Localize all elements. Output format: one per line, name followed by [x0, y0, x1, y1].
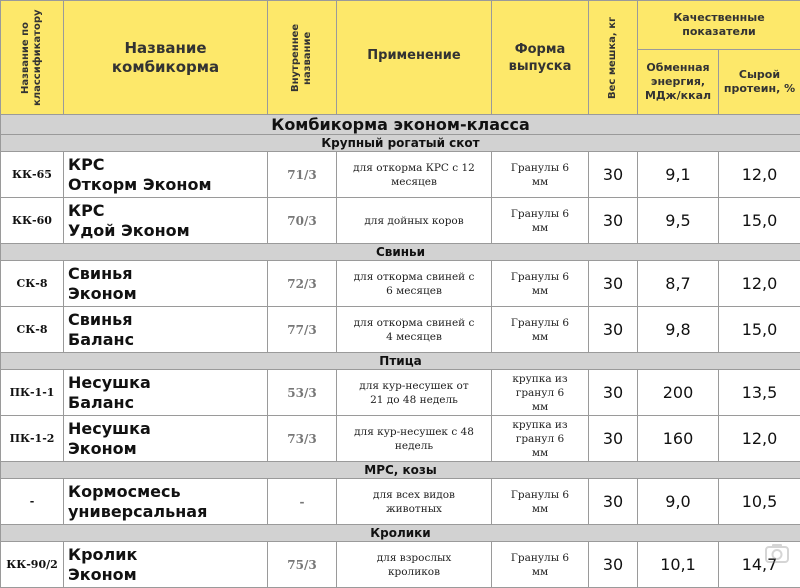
product-name-line1: Кролик [68, 545, 267, 565]
usage-text: для взрослых кроликов [337, 542, 492, 588]
section-title: Свиньи [1, 244, 800, 261]
camera-icon [764, 540, 790, 566]
crude-protein: 14,7 [719, 542, 800, 588]
header-name: Название комбикорма [64, 1, 268, 115]
usage-text: для откорма КРС с 12 месяцев [337, 152, 492, 198]
release-form: Гранулы 6 мм [492, 542, 589, 588]
usage-text: для кур-несушек с 48 недель [337, 416, 492, 462]
inner-name: 75/3 [268, 542, 337, 588]
product-name [64, 198, 268, 244]
usage-text: для дойных коров [337, 198, 492, 244]
header-energy: Обменная энергия, МДж/ккал [638, 50, 719, 115]
section-row [1, 244, 800, 261]
table-row [1, 261, 800, 307]
inner-name: 71/3 [268, 152, 337, 198]
product-code: - [1, 479, 64, 525]
inner-name: 72/3 [268, 261, 337, 307]
class-title: Комбикорма эконом-класса [1, 115, 800, 135]
section-title: Крупный рогатый скот [1, 135, 800, 152]
product-name-line2: Удой Эконом [68, 221, 267, 241]
product-name [64, 370, 268, 416]
table-row [1, 542, 800, 588]
product-code: ПК-1-2 [1, 416, 64, 462]
product-name-line1: Несушка [68, 419, 267, 439]
product-name-line2: Баланс [68, 393, 267, 413]
section-row [1, 135, 800, 152]
header-use: Применение [337, 1, 492, 115]
metabolic-energy: 9,5 [638, 198, 719, 244]
product-name-line1: Несушка [68, 373, 267, 393]
product-code: ПК-1-1 [1, 370, 64, 416]
metabolic-energy: 200 [638, 370, 719, 416]
product-code: СК-8 [1, 261, 64, 307]
bag-weight: 30 [589, 307, 638, 353]
header-code: Название по классификатору [1, 1, 64, 115]
bag-weight: 30 [589, 370, 638, 416]
product-name [64, 542, 268, 588]
section-row [1, 353, 800, 370]
usage-text: для откорма свиней с 6 месяцев [337, 261, 492, 307]
product-name [64, 307, 268, 353]
inner-name: 77/3 [268, 307, 337, 353]
crude-protein: 15,0 [719, 307, 800, 353]
section-row [1, 525, 800, 542]
product-code: КК-90/2 [1, 542, 64, 588]
table-row [1, 370, 800, 416]
header-weight: Вес мешка, кг [589, 1, 638, 115]
metabolic-energy: 8,7 [638, 261, 719, 307]
crude-protein: 10,5 [719, 479, 800, 525]
product-name-line2: Баланс [68, 330, 267, 350]
section-title: Птица [1, 353, 800, 370]
crude-protein: 15,0 [719, 198, 800, 244]
product-name [64, 479, 268, 525]
crude-protein: 12,0 [719, 261, 800, 307]
inner-name: - [268, 479, 337, 525]
crude-protein: 12,0 [719, 152, 800, 198]
product-name-line1: Свинья [68, 264, 267, 284]
product-code: КК-60 [1, 198, 64, 244]
bag-weight: 30 [589, 198, 638, 244]
bag-weight: 30 [589, 152, 638, 198]
product-name-line2: универсальная [68, 502, 267, 522]
product-name-line2: Эконом [68, 565, 267, 585]
metabolic-energy: 10,1 [638, 542, 719, 588]
table-row [1, 152, 800, 198]
inner-name: 70/3 [268, 198, 337, 244]
metabolic-energy: 9,8 [638, 307, 719, 353]
section-title: МРС, козы [1, 462, 800, 479]
inner-name: 53/3 [268, 370, 337, 416]
header-protein: Сырой протеин, % [719, 50, 800, 115]
section-row [1, 462, 800, 479]
release-form: Гранулы 6 мм [492, 198, 589, 244]
product-code: СК-8 [1, 307, 64, 353]
bag-weight: 30 [589, 479, 638, 525]
product-name-line2: Эконом [68, 284, 267, 304]
metabolic-energy: 9,1 [638, 152, 719, 198]
product-code: КК-65 [1, 152, 64, 198]
header-inner: Внутреннее название [268, 1, 337, 115]
product-name-line2: Эконом [68, 439, 267, 459]
table-row [1, 416, 800, 462]
product-name [64, 152, 268, 198]
usage-text: для всех видов животных [337, 479, 492, 525]
product-name-line1: КРС [68, 155, 267, 175]
section-title: Кролики [1, 525, 800, 542]
metabolic-energy: 160 [638, 416, 719, 462]
release-form: крупка из гранул 6 мм [492, 416, 589, 462]
table-row [1, 307, 800, 353]
release-form: Гранулы 6 мм [492, 307, 589, 353]
usage-text: для кур-несушек от 21 до 48 недель [337, 370, 492, 416]
product-name [64, 416, 268, 462]
product-name-line1: КРС [68, 201, 267, 221]
bag-weight: 30 [589, 416, 638, 462]
bag-weight: 30 [589, 542, 638, 588]
bag-weight: 30 [589, 261, 638, 307]
product-name-line1: Свинья [68, 310, 267, 330]
header-form: Форма выпуска [492, 1, 589, 115]
crude-protein: 13,5 [719, 370, 800, 416]
release-form: Гранулы 6 мм [492, 261, 589, 307]
release-form: Гранулы 6 мм [492, 152, 589, 198]
metabolic-energy: 9,0 [638, 479, 719, 525]
table-row [1, 479, 800, 525]
inner-name: 73/3 [268, 416, 337, 462]
product-name [64, 261, 268, 307]
release-form: Гранулы 6 мм [492, 479, 589, 525]
table-row [1, 198, 800, 244]
product-name-line2: Откорм Эконом [68, 175, 267, 195]
release-form: крупка из гранул 6 мм [492, 370, 589, 416]
header-quality: Качественные показатели [638, 1, 800, 50]
crude-protein: 12,0 [719, 416, 800, 462]
product-name-line1: Кормосмесь [68, 482, 267, 502]
usage-text: для откорма свиней с 4 месяцев [337, 307, 492, 353]
